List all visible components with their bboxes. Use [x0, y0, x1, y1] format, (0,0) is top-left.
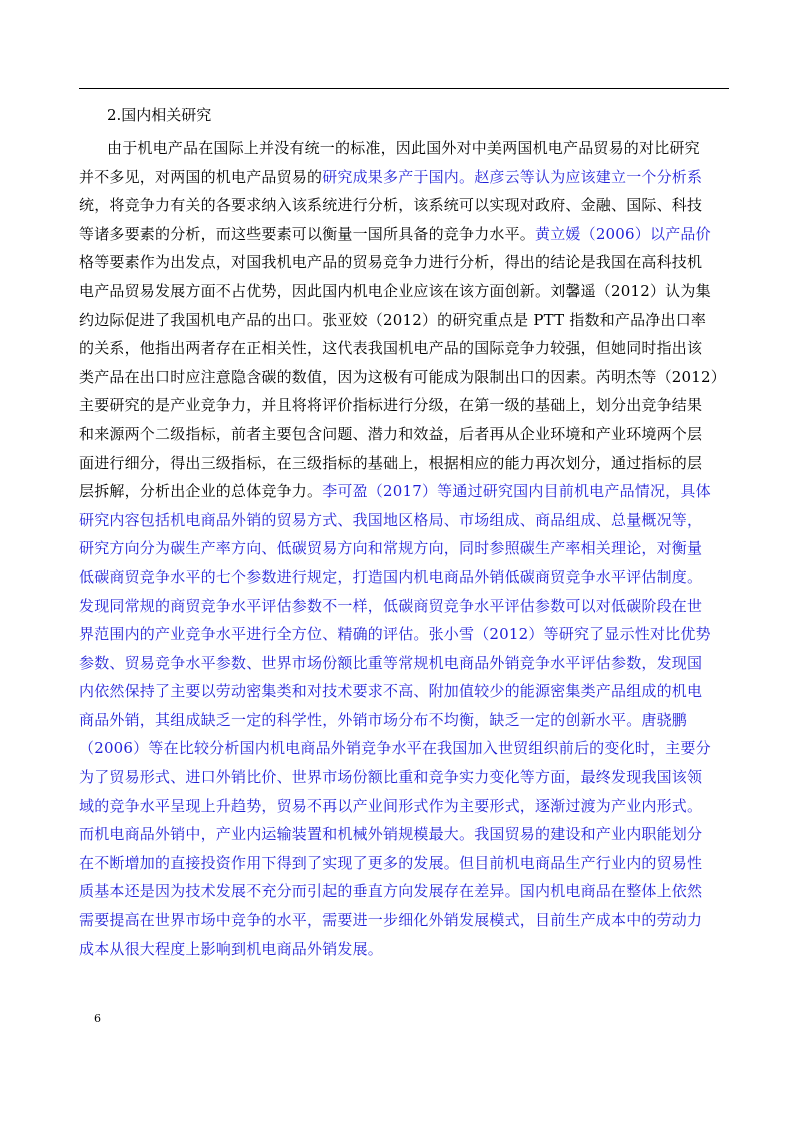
highlighted-text: 研究方向分为碳生产率方向、低碳贸易方向和常规方向，同时参照碳生产率相关理论，对衡量: [79, 539, 703, 558]
body-text: 层拆解，分析出企业的总体竞争力。: [79, 482, 323, 501]
body-text: 的关系，他指出两者存在正相关性，这代表我国机电产品的国际竞争力较强，但她同时指出该: [79, 339, 703, 358]
highlighted-text: 为了贸易形式、进口外销比价、世界市场份额比重和竞争实力变化等方面，最终发现我国该领: [79, 768, 703, 787]
highlighted-text: 低碳商贸竞争水平的七个参数进行规定，打造国内机电商品外销低碳商贸竞争水平评估制度。: [79, 567, 703, 586]
body-text: 等诸多要素的分析，而这些要素可以衡量一国所具备的竞争力水平。: [79, 224, 536, 243]
highlighted-text: 而机电商品外销中，产业内运输装置和机械外销规模最大。我国贸易的建设和产业内职能划分: [79, 825, 703, 844]
paragraph-line: [79, 191, 729, 220]
highlighted-text: 内依然保持了主要以劳动密集类和对技术要求不高、附加值较少的能源密集类产品组成的机电: [79, 682, 703, 701]
body-text: 由于机电产品在国际上并没有统一的标准，因此国外对中美两国机电产品贸易的对比研究: [107, 139, 700, 157]
highlighted-text: 黄立媛（2006）以产品价: [535, 224, 711, 243]
highlighted-text: 成本从很大程度上影响到机电商品外销发展。: [79, 939, 384, 958]
paragraph-line: [79, 391, 729, 420]
highlighted-text: 研究成果多产于国内。赵彦云等认为应该建立一个分析系: [322, 167, 703, 186]
paragraph-line: [79, 849, 729, 878]
highlighted-text: （2006）等在比较分析国内机电商品外销竞争水平在我国加入世贸组织前后的变化时，主要分: [79, 739, 711, 758]
paragraph-line: [79, 706, 729, 735]
paragraph-line: [79, 620, 729, 649]
highlighted-text: 发现同常规的商贸竞争水平评估参数不一样，低碳商贸竞争水平评估参数可以对低碳阶段在世: [79, 596, 703, 615]
body-text: 和来源两个二级指标，前者主要包含问题、潜力和效益，后者再从企业环境和产业环境两个层: [79, 424, 703, 443]
paragraph-line: [79, 763, 729, 792]
paragraph-line: [79, 363, 729, 392]
header-rule: [79, 88, 729, 89]
paragraph-line: [79, 734, 729, 763]
paragraph-line: [79, 935, 729, 964]
paragraph-line: [79, 306, 729, 335]
body-text: 类产品在出口时应注意隐含碳的数值，因为这极有可能成为限制出口的因素。芮明杰等（2012）: [79, 367, 726, 386]
paragraph-line: [79, 534, 729, 563]
paragraph-line: [79, 220, 729, 249]
paragraph-line: [79, 906, 729, 935]
highlighted-text: 参数、贸易竞争水平参数、世界市场份额比重等常规机电商品外销竞争水平评估参数，发现国: [79, 653, 703, 672]
paragraph-line: [79, 163, 729, 192]
highlighted-text: 在不断增加的直接投资作用下得到了实现了更多的发展。但目前机电商品生产行业内的贸易性: [79, 853, 703, 872]
page-number: 6: [94, 1012, 101, 1025]
highlighted-text: 李可盈（2017）等通过研究国内目前机电产品情况，具体: [322, 482, 711, 501]
body-text: 约边际促进了我国机电产品的出口。张亚姣（2012）的研究重点是 PTT 指数和产品净出口率: [79, 310, 707, 329]
section-heading: 2.国内相关研究: [107, 106, 212, 124]
highlighted-text: 研究内容包括机电商品外销的贸易方式、我国地区格局、市场组成、商品组成、总量概况等，: [79, 510, 703, 529]
highlighted-text: 界范围内的产业竞争水平进行全方位、精确的评估。张小雪（2012）等研究了显示性对比优势: [79, 625, 711, 644]
highlighted-text: 需要提高在世界市场中竞争的水平，需要进一步细化外销发展模式，目前生产成本中的劳动力: [79, 911, 703, 930]
paragraph-line: [79, 449, 729, 478]
paragraph-line: [79, 277, 729, 306]
paragraph-line: [79, 334, 729, 363]
highlighted-text: 商品外销，其组成缺乏一定的科学性，外销市场分布不均衡，缺乏一定的创新水平。唐骁鹏: [79, 710, 688, 729]
body-text: 并不多见，对两国的机电产品贸易的: [79, 167, 323, 186]
paragraph-line: [79, 134, 729, 163]
paragraph-line: [79, 820, 729, 849]
paragraph-line: [79, 592, 729, 621]
body-text: 电产品贸易发展方面不占优势，因此国内机电企业应该在该方面创新。刘馨遥（2012）认为集: [79, 281, 711, 300]
paragraph-line: [79, 792, 729, 821]
highlighted-text: 域的竞争水平呈现上升趋势，贸易不再以产业间形式作为主要形式，逐渐过渡为产业内形式。: [79, 796, 703, 815]
paragraph-line: [79, 649, 729, 678]
paragraph-line: [79, 877, 729, 906]
paragraph-line: [79, 506, 729, 535]
paragraph-line: [79, 477, 729, 506]
body-text: 格等要素作为出发点，对国我机电产品的贸易竞争力进行分析，得出的结论是我国在高科技机: [79, 253, 703, 272]
body-text: 主要研究的是产业竞争力，并且将将评价指标进行分级，在第一级的基础上，划分出竞争结果: [79, 396, 703, 415]
body-text: 统，将竞争力有关的各要求纳入该系统进行分析，该系统可以实现对政府、金融、国际、科技: [79, 196, 703, 215]
highlighted-text: 质基本还是因为技术发展不充分而引起的垂直方向发展存在差异。国内机电商品在整体上依然: [79, 882, 703, 901]
paragraph-line: [79, 420, 729, 449]
paragraph-line: [79, 677, 729, 706]
paragraph-line: [79, 563, 729, 592]
body-text: 面进行细分，得出三级指标，在三级指标的基础上，根据相应的能力再次划分，通过指标的层: [79, 453, 703, 472]
paragraph-line: [79, 248, 729, 277]
body-paragraph: [79, 134, 729, 963]
